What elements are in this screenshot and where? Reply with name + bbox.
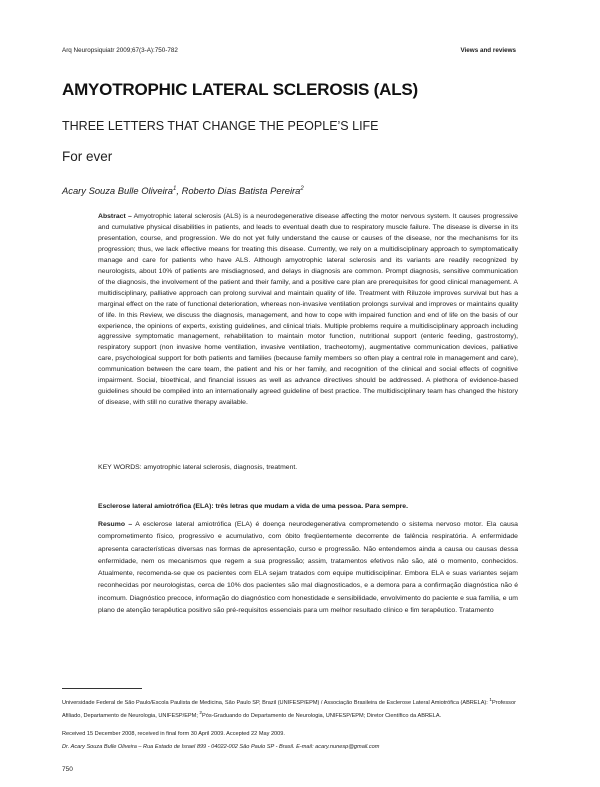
resumo-label: Resumo – (98, 521, 133, 528)
article-title: AMYOTROPHIC LATERAL SCLEROSIS (ALS) (62, 80, 418, 99)
author-1: Acary Souza Bulle Oliveira (62, 185, 173, 196)
running-head (62, 47, 516, 57)
affiliation-mark-2: 2 (199, 710, 203, 716)
abstract-label: Abstract – (98, 213, 132, 220)
author-list (62, 185, 304, 196)
keywords-text: amyotrophic lateral sclerosis, diagnosis, treatment. (143, 464, 298, 471)
author-1-affiliation-mark: 1 (173, 185, 177, 192)
abstract-en (98, 212, 518, 409)
keywords (98, 464, 297, 471)
abstract-text: Amyotrophic lateral sclerosis (ALS) is a neurodegenerative disease affecting the motor nervous system. It causes progressive and cumulative physical disabilities in patients, and leads to eventual death due to respiratory muscle failure. The disease is diverse in its presentation, course, and progression. We do not yet fully understand the cause or causes of the disease, nor the mechanisms for its progression; thus, we lack effective means for treating this disease. Currently, we rely on a multidisciplinary approach to symptomatically manage and care for patients who have ALS. Although amyotrophic lateral sclerosis and its variants are readily recognized by neurologists, about 10% of patients are misdiagnosed, and delays in diagnosis are common. Prompt diagnosis, sensitive communication of the diagnosis, the involvement of the patient and their family, and a positive care plan are prerequisites for good clinical management. A multidisciplinary, palliative approach can prolong survival and maintain quality of life. Treatment with Riluzole improves survival but has a marginal effect on the rate of functional deterioration, whereas non-invasive ventilation prolongs survival and improves or maintains quality of life. In this Review, we discuss the diagnosis, management, and how to cope with impaired function and end of life on the basis of our experience, the opinions of experts, existing guidelines, and clinical trials. Multiple problems require a multidisciplinary approach including aggressive symptomatic management, rehabilitation to maintain motor function, nutritional support (enteric feeding, gastrostomy), respiratory support (non invasive home ventilation, invasive ventilation, tracheotomy), augmentative communication devices, palliative care, psychological support for both patients and families (because family members so often play a central role in management and care), communication between the care team, the patient and his or her family, and recognition of the clinical and social effects of cognitive impairment. Social, bioethical, and financial issues as well as advance directives should be addressed. A plethora of evidence-based guidelines should be compiled into an internationally agreed guideline of best practice. The multidisciplinary team has changed the history of disease, with still no curative therapy available. (98, 213, 518, 407)
article-subtitle: THREE LETTERS THAT CHANGE THE PEOPLE’S LIFE (62, 119, 379, 133)
keywords-label: KEY WORDS: (98, 464, 142, 471)
resumo-pt (98, 519, 518, 617)
affiliation-footnote (62, 695, 518, 721)
article-subtitle-2: For ever (62, 149, 113, 164)
section-label: Views and reviews (460, 47, 516, 54)
page-number: 750 (62, 766, 73, 773)
resumo-text: A esclerose lateral amiotrófica (ELA) é doença neurodegenerativa comprometendo o sistema nervoso motor. Ela causa comprometimento físico, progressivo e acumulativo, com óbito freqüentemente decorrente de falência respiratória. A enfermidade apresenta características diversas nas formas de apresentação, curso e progressão. Não entendemos ainda a causa ou causas dessa enfermidade, nem os mecanismos que regem a sua progressão; assim, tratamentos efetivos não são, até o momento, conhecidos. Atualmente, recomenda-se que os pacientes com ELA sejam tratados com equipe multidisciplinar. Embora ELA e suas variantes sejam reconhecidas por neurologistas, cerca de 10% dos pacientes são mal diagnosticados, e a demora para a confirmação diagnóstica não é incomum. Diagnóstico precoce, informação do diagnóstico com honestidade e sensibilidade, envolvimento do paciente e sua família, e um plano de atenção terapêutica positivo são pré-requisitos essenciais para um melhor resultado clínico e fim terapêutico. Tratamento (98, 521, 518, 614)
affiliation-text-2: Professor Afiliado, Departamento de Neurologia, UNIFESP/EPM; (62, 699, 516, 720)
journal-citation: Arq Neuropsiquiatr 2009;67(3-A):750-782 (62, 47, 178, 54)
affiliation-text-1: Universidade Federal de São Paulo/Escola Paulista de Medicina, São Paulo SP, Brazil (UNIFESP/EPM) / Associação Brasileira de Esclerose Lateral Amiotrófica (ABRELA): (62, 699, 490, 706)
affiliation-mark-1: 1 (489, 697, 492, 702)
received-dates: Received 15 December 2008, received in final form 30 April 2009. Accepted 22 May 2009. (62, 731, 285, 737)
affiliation-text-3: Pós-Graduando do Departamento de Neurologia, UNIFESP/EPM; Diretor Científico da ABRELA. (202, 713, 442, 720)
correspondence-address: Dr. Acary Souza Bulle Oliveira – Rua Estado de Israel 899 - 04022-002 São Paulo SP - Brasil. E-mail: acary.nunesp@gmail.com (62, 744, 380, 750)
footnote-rule (62, 688, 142, 689)
author-separator: , (176, 185, 182, 196)
author-2-affiliation-mark: 2 (300, 185, 304, 192)
portuguese-title: Esclerose lateral amiotrófica (ELA): três letras que mudam a vida de uma pessoa. Para sempre. (98, 503, 408, 510)
author-2: Roberto Dias Batista Pereira (181, 185, 301, 196)
